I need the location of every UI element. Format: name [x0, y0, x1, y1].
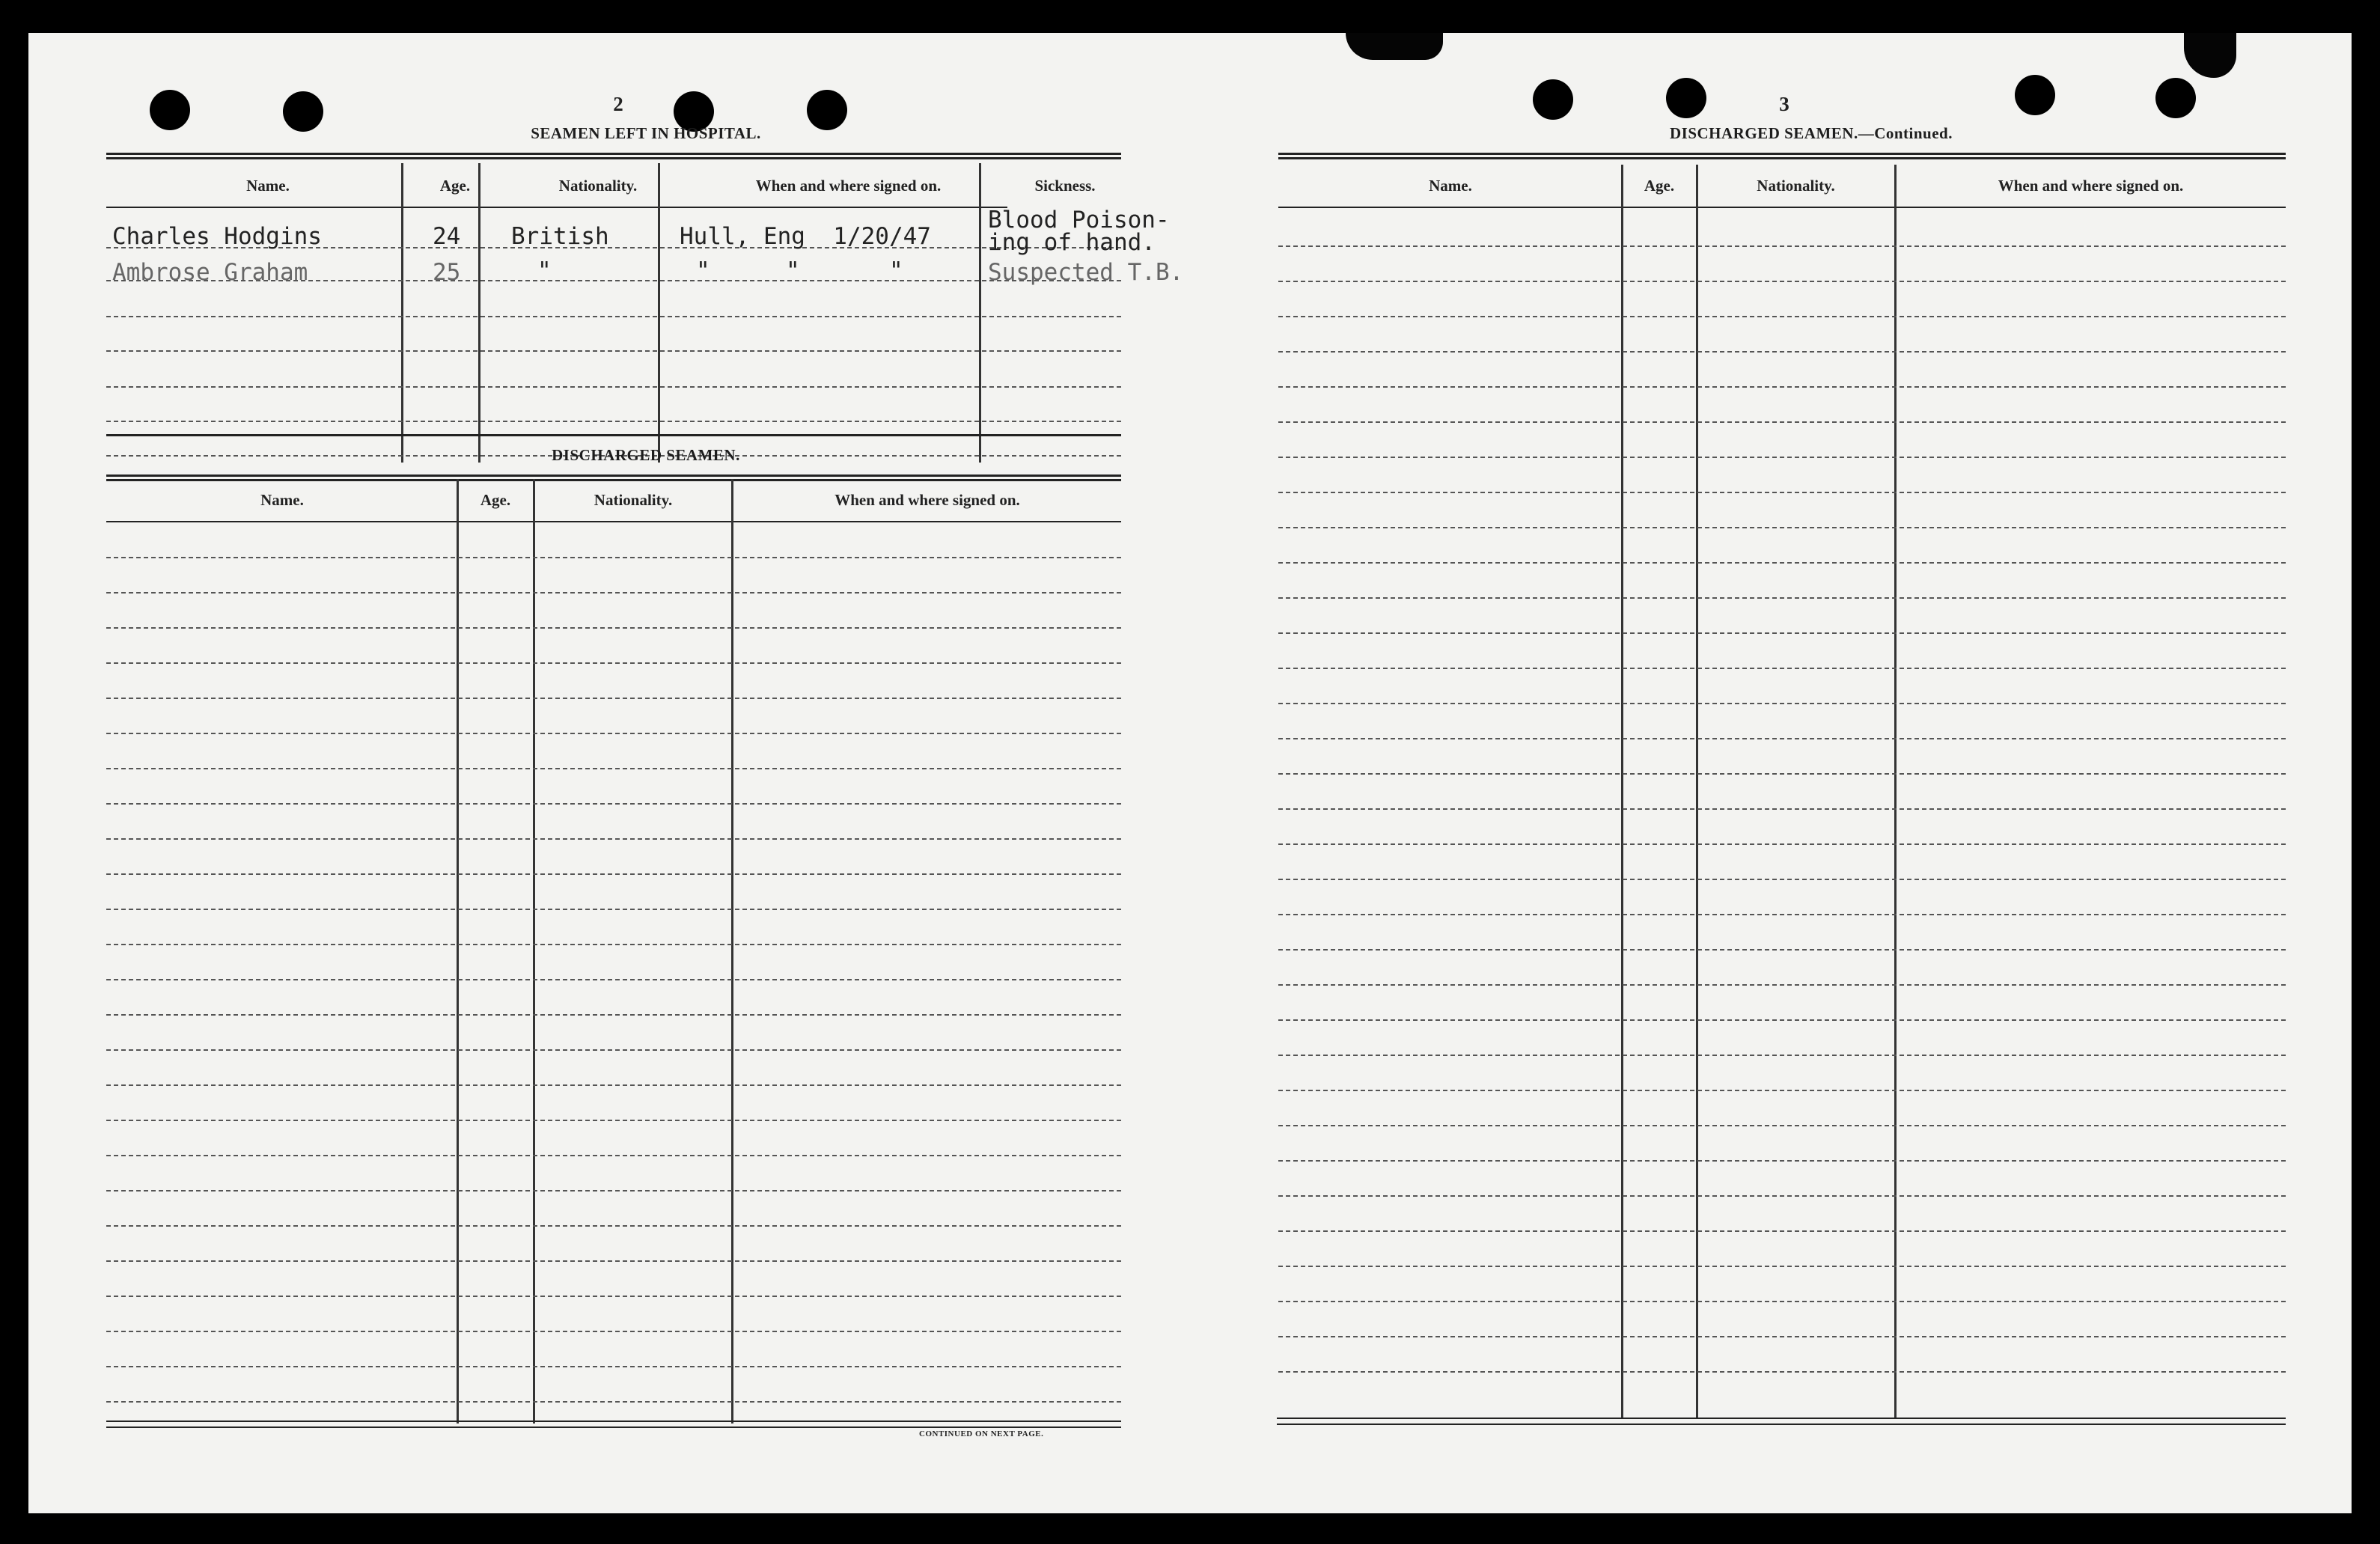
entry-sickness: ing of hand.: [988, 229, 1156, 256]
row-rule: [106, 1155, 1121, 1156]
row-rule: [1278, 808, 2286, 810]
col-header-age: Age.: [439, 177, 471, 195]
ledger-sheet: [28, 33, 2352, 1513]
column-divider: [401, 163, 403, 463]
row-rule: [1278, 1195, 2286, 1197]
hospital-section-title: SEAMEN LEFT IN HOSPITAL.: [531, 124, 761, 142]
row-rule: [1278, 949, 2286, 950]
col-header-nationality: Nationality.: [1757, 177, 1835, 195]
row-rule: [106, 386, 1121, 388]
col-header-name: Name.: [1429, 177, 1472, 195]
continued-note: CONTINUED ON NEXT PAGE.: [919, 1429, 1044, 1438]
row-rule: [106, 1366, 1121, 1367]
punch-hole-icon: [283, 91, 323, 132]
discharged-section-title: DISCHARGED SEAMEN.: [552, 446, 740, 464]
row-rule: [106, 557, 1121, 558]
row-rule: [1278, 457, 2286, 458]
row-rule: [1278, 914, 2286, 915]
entry-age: 25: [433, 259, 461, 286]
column-divider: [1696, 165, 1698, 1418]
row-rule: [1278, 738, 2286, 739]
row-rule: [1278, 668, 2286, 669]
col-header-signed-on: When and where signed on.: [1998, 177, 2184, 195]
column-divider: [478, 163, 480, 463]
col-header-age: Age.: [480, 491, 511, 509]
row-rule: [1278, 773, 2286, 775]
row-rule: [106, 698, 1121, 699]
row-rule: [1278, 1055, 2286, 1056]
row-rule: [1278, 1266, 2286, 1267]
page-number: 2: [613, 93, 623, 115]
punch-hole-icon: [1666, 78, 1706, 118]
row-rule: [1278, 1301, 2286, 1302]
entry-name: Ambrose Graham: [112, 259, 308, 286]
row-rule: [106, 1260, 1121, 1262]
row-rule: [106, 592, 1121, 594]
row-rule: [106, 768, 1121, 769]
row-rule: [106, 873, 1121, 875]
row-rule: [106, 1014, 1121, 1016]
row-rule: [1278, 597, 2286, 599]
row-rule: [1278, 703, 2286, 704]
header-underline: [1278, 207, 2286, 208]
col-header-name: Name.: [246, 177, 290, 195]
row-rule: [1278, 1090, 2286, 1091]
row-rule: [106, 1225, 1121, 1227]
row-rule: [1278, 984, 2286, 986]
entry-sickness: Suspected T.B.: [988, 259, 1184, 286]
punch-hole-icon: [2015, 75, 2055, 115]
row-rule: [1278, 1371, 2286, 1373]
punch-hole-icon: [2155, 78, 2196, 118]
entry-nationality: British: [511, 223, 609, 250]
col-header-sickness: Sickness.: [1034, 177, 1096, 195]
row-rule: [1278, 1019, 2286, 1021]
row-rule: [1278, 421, 2286, 423]
right-page: [1190, 33, 2352, 1513]
row-rule: [106, 627, 1121, 629]
bottom-rule: [106, 1421, 1121, 1422]
page-number: 3: [1779, 93, 1789, 115]
row-rule: [1278, 351, 2286, 353]
row-rule: [1278, 562, 2286, 564]
row-rule: [106, 944, 1121, 945]
row-rule: [1278, 281, 2286, 282]
column-divider: [731, 479, 733, 1424]
row-rule: [1278, 386, 2286, 388]
row-rule: [106, 1120, 1121, 1121]
column-divider: [979, 163, 981, 463]
header-double-rule: [106, 475, 1121, 481]
column-divider: [658, 163, 660, 463]
bottom-rule: [1277, 1424, 2286, 1425]
col-header-nationality: Nationality.: [558, 177, 638, 195]
row-rule: [106, 316, 1121, 317]
row-rule: [106, 1190, 1121, 1191]
entry-ditto-mark: ": [786, 257, 800, 284]
row-rule: [1278, 492, 2286, 493]
entry-name: Charles Hodgins: [112, 223, 322, 250]
entry-sickness: Blood Poison-: [988, 207, 1170, 234]
row-rule: [1278, 1125, 2286, 1126]
row-rule: [1278, 843, 2286, 845]
row-rule: [106, 1296, 1121, 1297]
column-divider: [1894, 165, 1897, 1418]
punch-hole-icon: [150, 90, 190, 130]
row-rule: [1278, 1230, 2286, 1232]
row-rule: [106, 909, 1121, 910]
col-header-name: Name.: [260, 491, 304, 509]
bottom-rule: [1277, 1418, 2286, 1419]
row-rule: [106, 421, 1121, 422]
row-rule: [106, 1401, 1121, 1403]
torn-edge: [1346, 33, 1443, 60]
row-rule: [106, 350, 1121, 352]
entry-age: 24: [433, 223, 461, 250]
row-rule: [106, 1331, 1121, 1332]
header-underline: [106, 207, 1007, 208]
punch-hole-icon: [1533, 79, 1573, 120]
col-header-signed-on: When and where signed on.: [834, 491, 1020, 509]
header-double-rule: [1278, 153, 2286, 159]
row-rule: [106, 662, 1121, 664]
entry-nationality: ": [537, 257, 552, 284]
bottom-rule: [106, 1426, 1121, 1428]
row-rule: [1278, 879, 2286, 880]
row-rule: [1278, 316, 2286, 317]
header-double-rule: [106, 153, 1121, 159]
row-rule: [1278, 1336, 2286, 1337]
header-underline: [106, 521, 1121, 522]
row-rule: [106, 1084, 1121, 1086]
row-rule: [106, 838, 1121, 840]
entry-signed-on: Hull, Eng 1/20/47: [680, 223, 931, 250]
left-page: [28, 33, 1190, 1513]
entry-ditto-mark: ": [696, 257, 710, 284]
col-header-age: Age.: [1644, 177, 1675, 195]
row-rule: [1278, 632, 2286, 634]
row-rule: [1278, 245, 2286, 247]
column-divider: [1621, 165, 1623, 1418]
row-rule: [1278, 527, 2286, 528]
section-divider: [106, 434, 1121, 436]
column-divider: [457, 479, 459, 1424]
row-rule: [106, 1049, 1121, 1051]
discharged-continued-title: DISCHARGED SEAMEN.—Continued.: [1670, 124, 1953, 142]
row-rule: [106, 733, 1121, 734]
row-rule: [1278, 1160, 2286, 1162]
row-rule: [106, 803, 1121, 805]
col-header-signed-on: When and where signed on.: [755, 177, 942, 195]
row-rule: [106, 979, 1121, 980]
col-header-nationality: Nationality.: [594, 491, 673, 509]
entry-ditto-mark: ": [889, 257, 903, 284]
column-divider: [533, 479, 535, 1424]
